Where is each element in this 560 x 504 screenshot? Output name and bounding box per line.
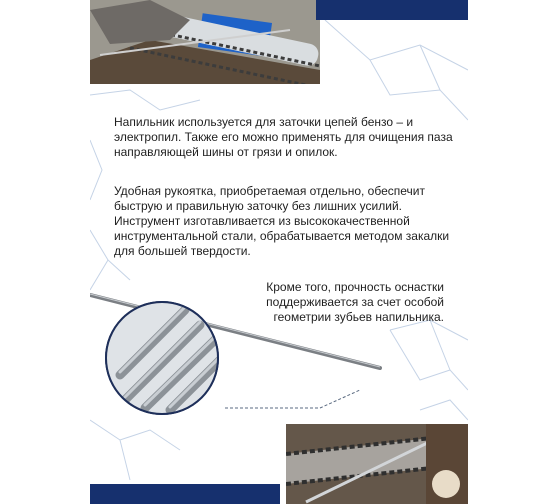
file-illustration [90, 280, 468, 420]
bottom-photo [286, 424, 468, 504]
chainsaw-sharpening-photo [90, 0, 320, 84]
file-teeth-closeup [90, 280, 468, 420]
bottom-brand-band [90, 484, 280, 504]
handle-paragraph: Удобная рукоятка, приобретаемая отдельно, обеспечит быструю и правильную заточку без лишних усилий. Инструмент изготавливается из высококачественной инструментальной стали, обрабатывается методом закалки для большей твердости. [114, 184, 450, 258]
chainsaw-chain-photo [286, 424, 468, 504]
top-photo [90, 0, 320, 84]
product-description-card [90, 0, 468, 504]
top-brand-band [316, 0, 468, 20]
intro-paragraph: Напильник используется для заточки цепей бензо – и электропил. Также его можно применять для очищения паза направляющей шины от грязи и опилок. [114, 115, 453, 159]
teeth-paragraph: Кроме того, прочность оснастки поддерживается за счет особой геометрии зубьев напильника. [266, 280, 444, 324]
